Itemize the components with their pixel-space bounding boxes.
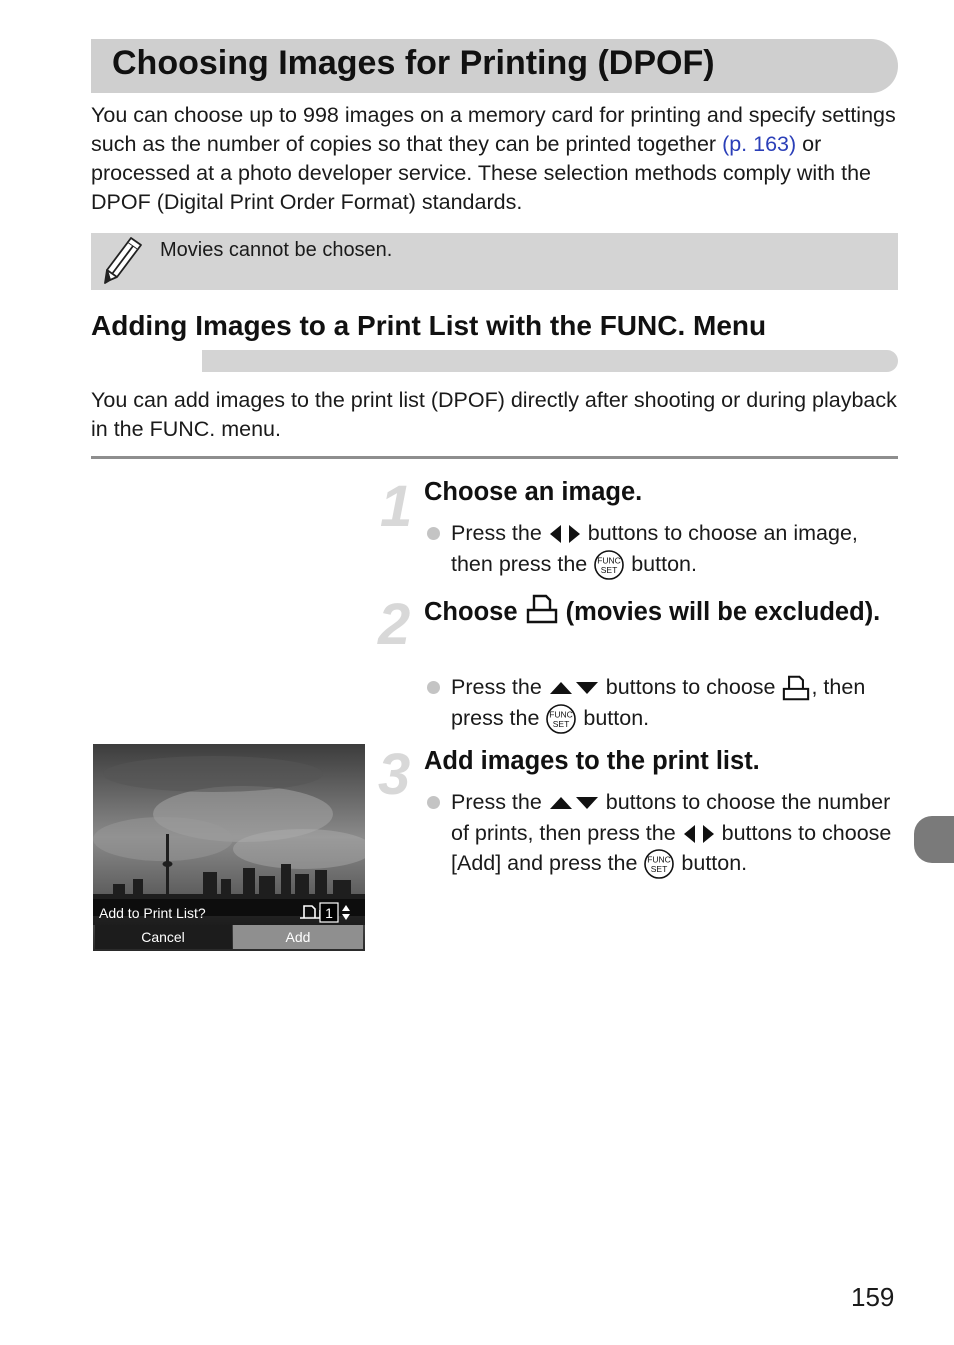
screen-prompt: Add to Print List? xyxy=(99,905,206,921)
subheading-bar xyxy=(202,350,898,372)
section-intro: You can add images to the print list (DPOF) directly after shooting or during playback in the FUNC. menu. xyxy=(91,388,897,441)
step-1-text-a: Press the xyxy=(451,521,548,545)
svg-text:SET: SET xyxy=(600,564,618,575)
intro-text-1: You can choose up to 998 images on a memory card for printing and specify settings such as the number of copies so that they can be printed together xyxy=(91,103,896,156)
page-reference-link[interactable]: (p. 163) xyxy=(722,132,797,156)
step-2-text-d: button. xyxy=(577,705,650,730)
step-3-bullet xyxy=(427,787,902,880)
func-set-button-icon xyxy=(643,848,675,880)
bullet-dot xyxy=(427,796,440,809)
intro-text-2: or processed at a photo developer service. These selection methods comply with the DPOF (Digital Print Order Format) standards. xyxy=(91,132,872,214)
bullet-dot xyxy=(427,681,440,694)
section-heading: Adding Images to a Print List with the FUNC. Menu xyxy=(91,310,767,341)
left-right-arrows-icon xyxy=(682,823,716,845)
left-right-arrows-icon xyxy=(548,523,582,545)
func-set-button-icon xyxy=(545,703,577,735)
step-2-text-a: Press the xyxy=(451,675,548,699)
page-title: Choosing Images for Printing (DPOF) xyxy=(112,44,715,82)
print-icon xyxy=(781,675,811,701)
section-divider xyxy=(91,456,898,459)
bullet-dot xyxy=(427,527,440,540)
step-3-text-c: buttons to choose [Add] and press the xyxy=(451,820,892,875)
step-3-text-b: buttons to choose the number of prints, then press the xyxy=(451,790,891,845)
svg-text:SET: SET xyxy=(553,718,570,729)
step-2-title xyxy=(424,594,894,630)
up-down-arrows-icon xyxy=(548,795,600,811)
screen-cancel-option: Cancel xyxy=(141,929,185,945)
screen-print-count: 1 xyxy=(325,905,333,921)
note-text: Movies cannot be chosen. xyxy=(160,239,393,261)
print-icon xyxy=(525,594,559,624)
step-3-text-a: Press the xyxy=(451,790,548,814)
step-2-bullet xyxy=(427,672,902,735)
func-set-button-icon xyxy=(593,549,625,581)
page-number: 159 xyxy=(851,1282,895,1312)
screen-add-option: Add xyxy=(285,929,311,945)
step-2-text-c: , then press the xyxy=(451,675,866,730)
step-number-2: 2 xyxy=(378,592,411,657)
skyline-photo xyxy=(93,744,365,951)
svg-text:SET: SET xyxy=(651,864,668,875)
step-1-text-b: buttons to choose an image, then press the xyxy=(451,521,858,576)
svg-text:FUNC: FUNC xyxy=(549,709,574,720)
step-2-text-b: buttons to choose xyxy=(599,675,782,699)
step-number-1: 1 xyxy=(380,474,413,539)
step-1-bullet xyxy=(427,518,902,581)
svg-text:FUNC: FUNC xyxy=(597,555,622,566)
pencil-icon xyxy=(102,236,144,284)
step-1-text-c: button. xyxy=(625,551,697,576)
svg-text:FUNC: FUNC xyxy=(647,854,672,865)
camera-screen xyxy=(93,744,365,951)
chapter-tab xyxy=(914,816,954,863)
step-number-3: 3 xyxy=(378,742,411,807)
step-3-title: Add images to the print list. xyxy=(424,747,760,775)
up-down-arrows-icon xyxy=(548,680,600,696)
step-2-title-b: (movies will be excluded). xyxy=(558,598,881,626)
intro-paragraph xyxy=(91,101,906,217)
step-3-text-d: button. xyxy=(675,851,748,875)
step-1-title: Choose an image. xyxy=(424,478,643,506)
step-2-title-a: Choose xyxy=(424,598,525,626)
